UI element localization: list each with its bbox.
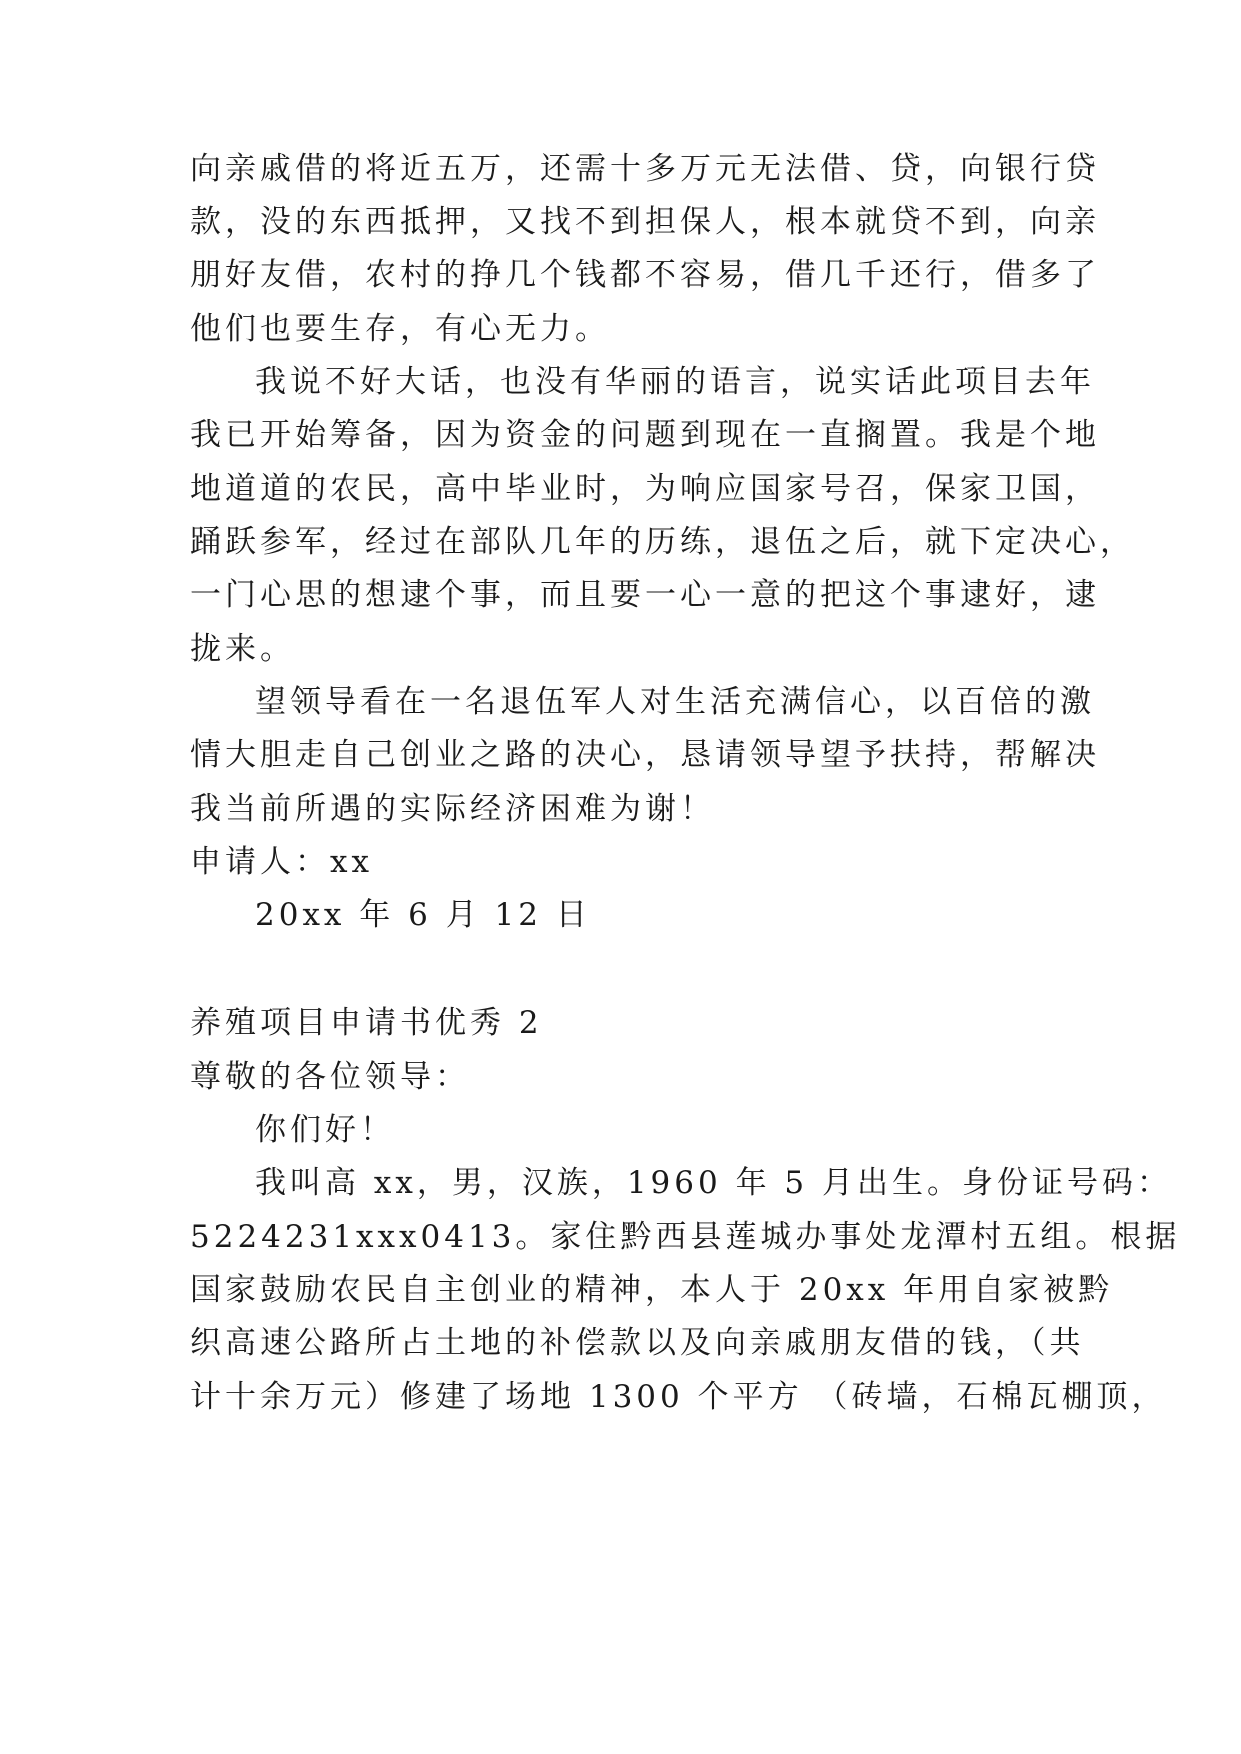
paragraph-4-line-1: 我叫高 xx，男，汉族，1960 年 5 月出生。身份证号码： — [255, 1165, 1172, 1201]
paragraph-4-line-5: 计十余万元）修建了场地 1300 个平方 （砖墙，石棉瓦棚顶， — [190, 1379, 1167, 1415]
paragraph-3-line-1: 望领导看在一名退伍军人对生活充满信心，以百倍的激 — [255, 684, 1095, 720]
paragraph-2-line-6: 拢来。 — [190, 631, 295, 667]
paragraph-2-line-3: 地道道的农民，高中毕业时，为响应国家号召，保家卫国， — [190, 471, 1100, 507]
paragraph-2-line-5: 一门心思的想逮个事，而且要一心一意的把这个事逮好，逮 — [190, 577, 1100, 613]
paragraph-1-line-1: 向亲戚借的将近五万，还需十多万元无法借、贷，向银行贷 — [190, 151, 1100, 187]
paragraph-4-line-2: 5224231xxx0413。家住黔西县莲城办事处龙潭村五组。根据 — [190, 1219, 1181, 1255]
paragraph-2-line-2: 我已开始筹备，因为资金的问题到现在一直搁置。我是个地 — [190, 417, 1100, 453]
paragraph-1-line-3: 朋好友借，农村的挣几个钱都不容易，借几千还行，借多了 — [190, 257, 1100, 293]
paragraph-1-line-2: 款，没的东西抵押，又找不到担保人，根本就贷不到，向亲 — [190, 204, 1100, 240]
paragraph-2-line-1: 我说不好大话，也没有华丽的语言，说实话此项目去年 — [255, 364, 1095, 400]
date-line: 20xx 年 6 月 12 日 — [255, 897, 591, 933]
applicant-line: 申请人：xx — [190, 844, 373, 880]
paragraph-4-line-3: 国家鼓励农民自主创业的精神，本人于 20xx 年用自家被黔 — [190, 1272, 1114, 1308]
paragraph-3-line-3: 我当前所遇的实际经济困难为谢！ — [190, 791, 715, 827]
salutation: 尊敬的各位领导： — [190, 1059, 470, 1095]
paragraph-1-line-4: 他们也要生存，有心无力。 — [190, 311, 610, 347]
paragraph-2-line-4: 踊跃参军，经过在部队几年的历练，退伍之后，就下定决心， — [190, 524, 1135, 560]
paragraph-4-line-4: 织高速公路所占土地的补偿款以及向亲戚朋友借的钱，（共 — [190, 1325, 1085, 1361]
paragraph-3-line-2: 情大胆走自己创业之路的决心，恳请领导望予扶持，帮解决 — [190, 737, 1100, 773]
section-title: 养殖项目申请书优秀 2 — [190, 1005, 543, 1041]
greeting: 你们好！ — [255, 1112, 395, 1148]
